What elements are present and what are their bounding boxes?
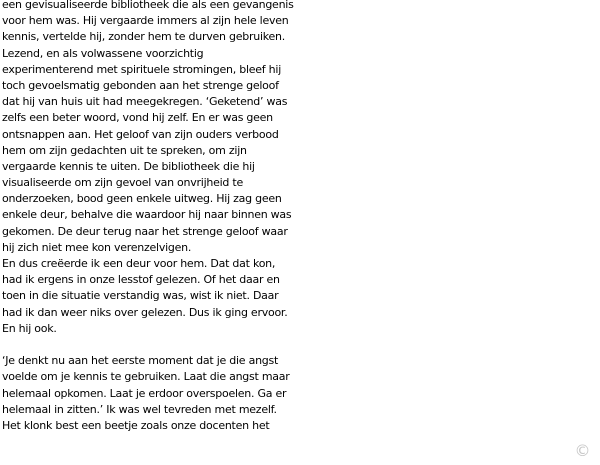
text-line: helemaal in zitten.’ Ik was wel tevreden met mezelf.	[2, 402, 277, 416]
text-line: kennis, vertelde hij, zonder hem te durven gebruiken.	[2, 30, 285, 44]
text-line: visualiseerde om zijn gevoel van onvrijheid te	[2, 176, 243, 190]
text-line: experimenterend met spirituele stromingen, bleef hij	[2, 62, 281, 76]
text-line: zelfs een beter woord, vond hij zelf. En er was geen	[2, 111, 273, 125]
text-line: Lezend, en als volwassene voorzichtig	[2, 46, 204, 60]
text-line: hij zich niet mee kon verenzelvigen.	[2, 240, 192, 254]
text-line: voor hem was. Hij vergaarde immers al zijn hele leven	[2, 14, 289, 28]
text-line: En hij ook.	[2, 321, 57, 335]
text-line: dat hij van huis uit had meegekregen. ‘Geketend’ was	[2, 95, 288, 109]
text-line: Het klonk best een beetje zoals onze docenten het	[2, 418, 270, 432]
text-line: voelde om je kennis te gebruiken. Laat die angst maar	[2, 370, 290, 384]
paragraph-1	[2, 0, 292, 256]
text-line: ‘Je denkt nu aan het eerste moment dat je die angst	[2, 354, 279, 368]
paragraph-3	[2, 353, 292, 434]
text-line: gekomen. De deur terug naar het strenge geloof waar	[2, 224, 288, 238]
text-line: ontsnappen aan. Het geloof van zijn ouders verbood	[2, 127, 279, 141]
text-line: had ik ergens in onze lesstof gelezen. Of het daar en	[2, 273, 280, 287]
paragraph-spacer	[2, 337, 292, 353]
text-line: onderzoeken, bood geen enkele uitweg. Hij zag geen	[2, 192, 282, 206]
body-text	[2, 0, 292, 434]
text-line: een gevisualiseerde bibliotheek die als een gevangenis	[2, 0, 294, 11]
text-line: hem om zijn gedachten uit te spreken, om zijn	[2, 143, 247, 157]
paragraph-2	[2, 256, 292, 337]
text-line: vergaarde kennis te uiten. De bibliotheek die hij	[2, 159, 255, 173]
text-line: helemaal opkomen. Laat je erdoor overspoelen. Ga er	[2, 386, 287, 400]
copyright-icon: ©	[574, 441, 591, 460]
text-line: toen in die situatie verstandig was, wist ik niet. Daar	[2, 289, 279, 303]
text-line: had ik dan weer niks over gelezen. Dus ik ging ervoor.	[2, 305, 288, 319]
text-line: toch gevoelsmatig gebonden aan het strenge geloof	[2, 78, 279, 92]
text-line: En dus creëerde ik een deur voor hem. Dat dat kon,	[2, 257, 276, 270]
text-line: enkele deur, behalve die waardoor hij naar binnen was	[2, 208, 292, 222]
